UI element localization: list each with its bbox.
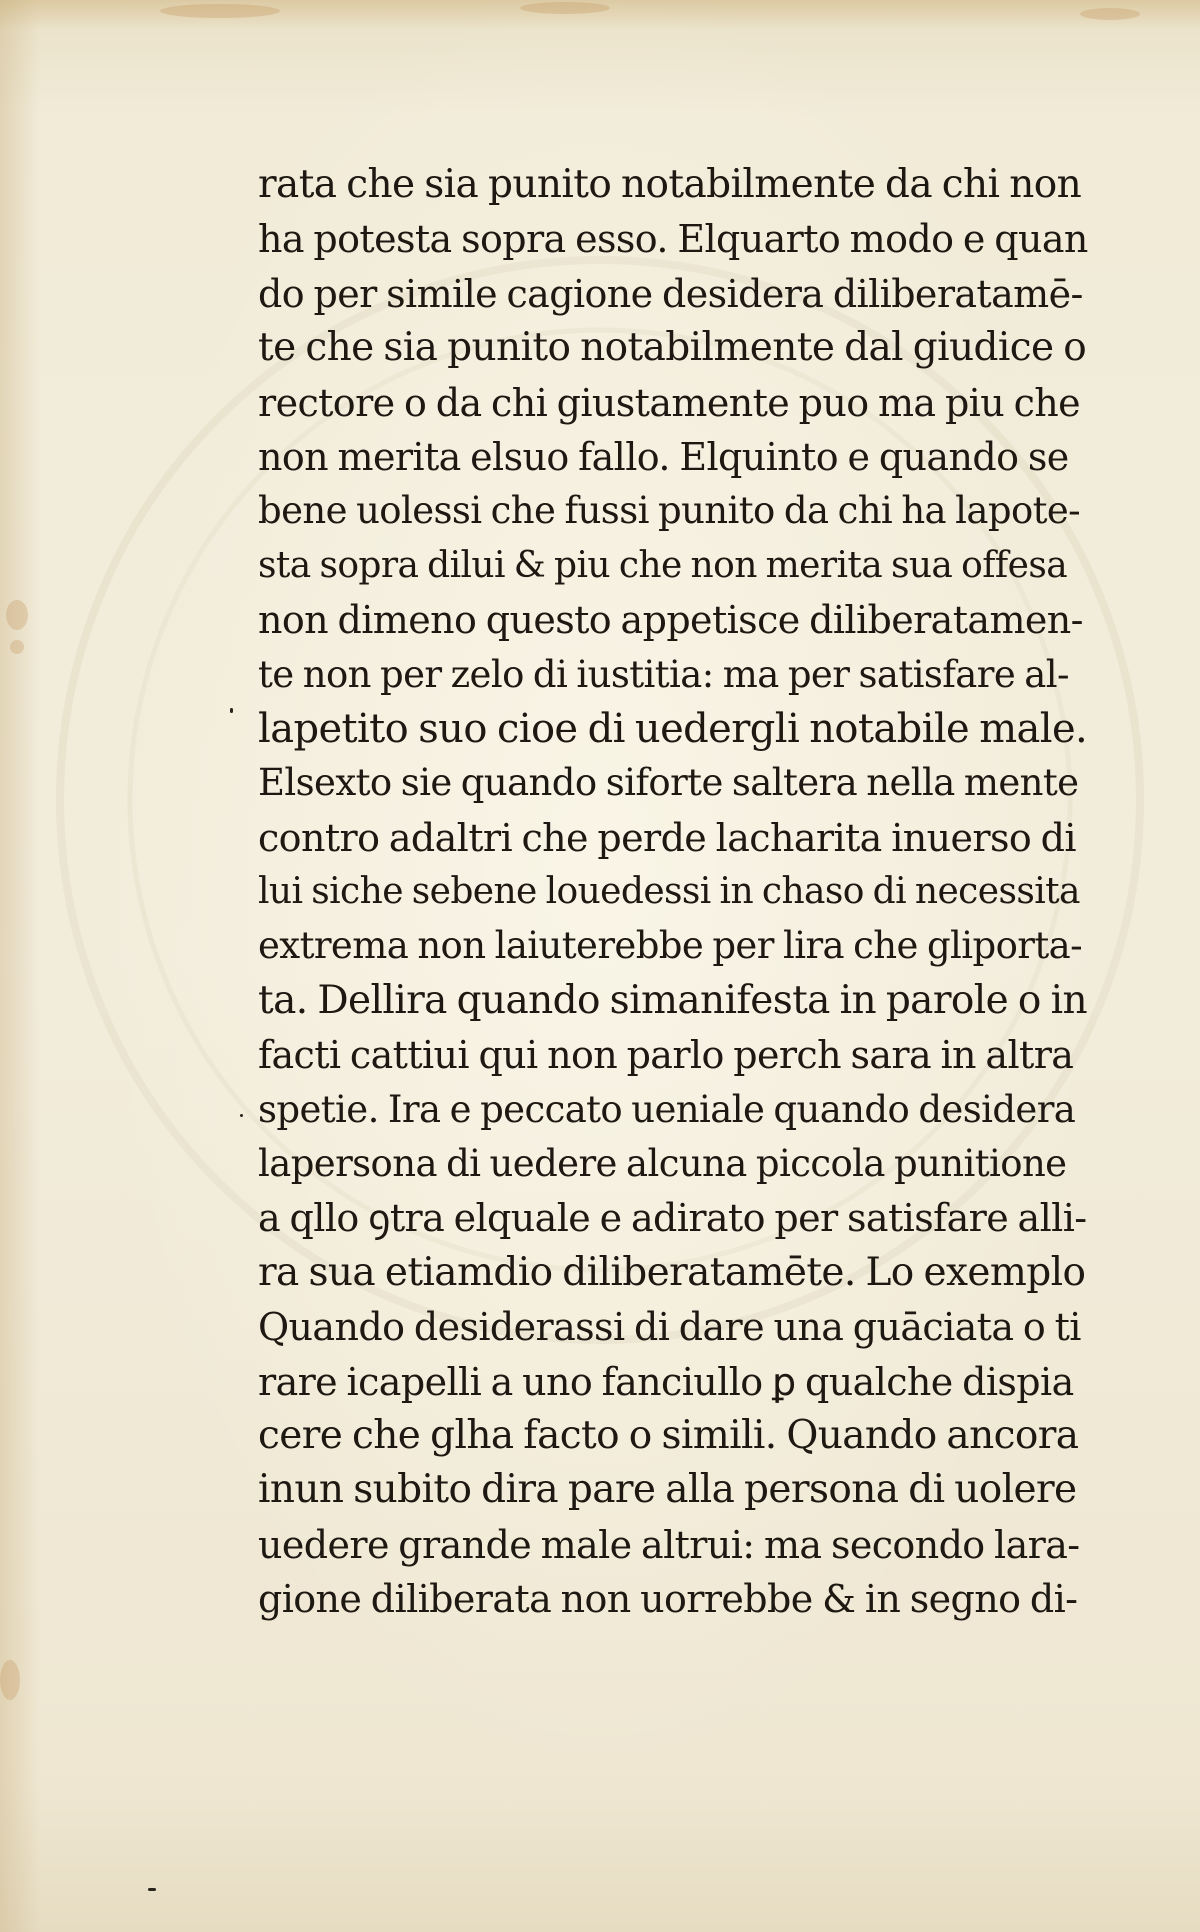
foxing-spot xyxy=(520,2,610,14)
foxing-spot xyxy=(0,1660,20,1700)
text-line: lapersona di uedere alcuna piccola punitione xyxy=(258,1142,1067,1186)
text-line: rectore o da chi giustamente puo ma piu che xyxy=(258,380,1081,425)
text-line: facti cattiui qui non parlo perch sara in altra xyxy=(258,1033,1074,1078)
text-line: lui siche sebene louedessi in chaso di necessita xyxy=(258,871,1080,913)
text-line: contro adaltri che perde lacharita inuerso di xyxy=(258,815,1076,860)
text-line: spetie. Ira e peccato ueniale quando desidera xyxy=(258,1087,1076,1131)
text-line: ha potesta sopra esso. Elquarto modo e quan xyxy=(258,217,1088,262)
text-line: Elsexto sie quando siforte saltera nella mente xyxy=(258,761,1079,805)
text-block xyxy=(258,158,1088,1627)
text-line: inun subito dira pare alla persona di uolere xyxy=(258,1467,1077,1513)
text-line: do per simile cagione desidera diliberatamē- xyxy=(258,271,1083,316)
text-line: cere che glha facto o simili. Quando ancora xyxy=(258,1412,1079,1458)
text-line: rata che sia punito notabilmente da chi non xyxy=(258,162,1082,207)
text-line: uedere grande male altrui: ma secondo lara- xyxy=(258,1522,1080,1567)
text-line: lapetito suo cioe di uedergli notabile male. xyxy=(258,705,1088,752)
foxing-spot xyxy=(1080,8,1140,20)
text-line: te che sia punito notabilmente dal giudice o xyxy=(258,325,1087,371)
text-line: rare icapelli a uno fanciullo ꝑ qualche dispia xyxy=(258,1359,1074,1404)
page-left-shadow xyxy=(0,0,40,1932)
text-line: te non per zelo di iustitia: ma per satisfare al- xyxy=(258,652,1069,696)
foxing-spot xyxy=(6,600,28,630)
text-line: non dimeno questo appetisce diliberatamen- xyxy=(258,598,1083,643)
foxing-spot xyxy=(160,4,280,18)
text-line: ra sua etiamdio diliberatamēte. Lo exemplo xyxy=(258,1249,1086,1295)
text-line: a qllo ꝯtra elquale e adirato per satisfare alli- xyxy=(258,1196,1087,1241)
ink-speck xyxy=(148,1888,156,1891)
foxing-spot xyxy=(10,640,24,654)
ink-speck xyxy=(240,1114,243,1117)
ink-speck xyxy=(230,708,233,713)
text-line: Quando desiderassi di dare una guāciata o ti xyxy=(258,1305,1081,1350)
text-line: sta sopra dilui & piu che non merita sua offesa xyxy=(258,544,1068,586)
text-line: ta. Dellira quando simanifesta in parole o in xyxy=(258,977,1087,1023)
text-line: gione diliberata non uorrebbe & in segno di- xyxy=(258,1577,1078,1622)
text-line: non merita elsuo fallo. Elquinto e quando se xyxy=(258,434,1069,479)
text-line: extrema non laiuterebbe per lira che gliporta- xyxy=(258,924,1082,968)
text-line: bene uolessi che fussi punito da chi ha lapote- xyxy=(258,489,1081,533)
